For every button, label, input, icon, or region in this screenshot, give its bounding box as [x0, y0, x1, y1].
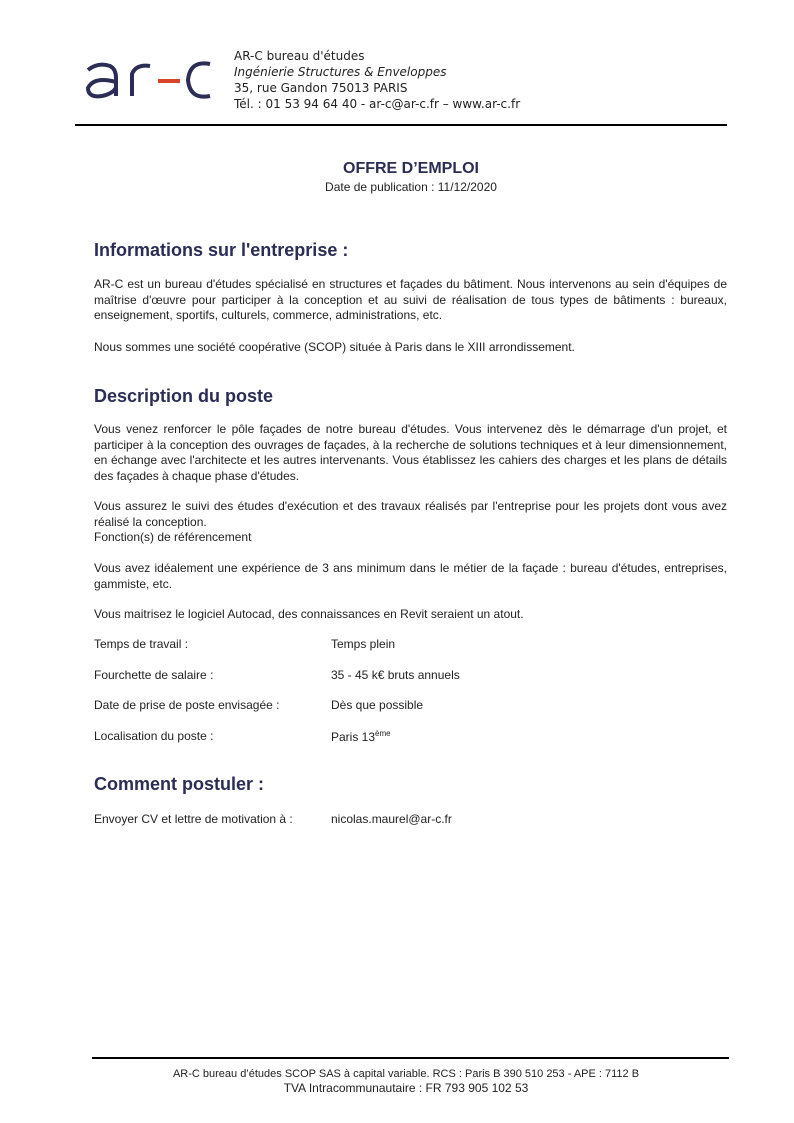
paragraph: Vous venez renforcer le pôle façades de notre bureau d'études. Vous intervenez dès le démarrage d'un projet, et participer à la conception des ouvrages de façades, à la recherche de solutions techniques et à leur dimensionnement, en échange avec l'architecte et les autres intervenants. Vous établissez les cahiers des charges et les plans de détails des façades à chaque phase d'études. [94, 422, 727, 483]
detail-value: Temps plein [331, 637, 396, 651]
location-text: Paris 13 [331, 730, 376, 744]
section-heading-apply: Comment postuler : [94, 774, 265, 794]
detail-value [331, 729, 391, 744]
apply-row [94, 812, 452, 826]
footer-legal: AR-C bureau d’études SCOP SAS à capital variable. RCS : Paris B 390 510 253 - APE : 7112 B [172, 1068, 640, 1080]
apply-email-link[interactable]: nicolas.maurel@ar-c.fr [331, 812, 452, 826]
company-address: 35, rue Gandon 75013 PARIS [234, 81, 408, 95]
footer-divider [92, 1057, 729, 1059]
publication-date: Date de publication : 11/12/2020 [325, 180, 497, 194]
section-heading-company: Informations sur l'entreprise : [94, 240, 349, 260]
detail-row [94, 637, 396, 651]
paragraph: AR-C est un bureau d'études spécialisé en structures et façades du bâtiment. Nous intervenons au sein d'équipes de maîtrise d'œuvre pour participer à la conception et au suivi de réalisation de tous types de bâtiments : bureaux, enseignement, sportifs, culturels, commerce, administrations, etc. [94, 277, 727, 322]
apply-label: Envoyer CV et lettre de motivation à : [94, 812, 293, 826]
detail-value: 35 - 45 k€ bruts annuels [331, 668, 460, 682]
detail-label: Date de prise de poste envisagée : [94, 698, 280, 712]
section-heading-job: Description du poste [94, 386, 274, 406]
ar-c-logo [84, 50, 214, 102]
detail-label: Temps de travail : [94, 637, 189, 651]
company-tagline: Ingénierie Structures & Enveloppes [234, 65, 447, 79]
detail-row [94, 729, 391, 744]
paragraph: Nous sommes une société coopérative (SCOP) située à Paris dans le XIII arrondissement. [94, 340, 575, 354]
footer-vat: TVA Intracommunautaire : FR 793 905 102 53 [283, 1081, 529, 1095]
detail-label: Localisation du poste : [94, 729, 214, 743]
detail-label: Fourchette de salaire : [94, 668, 214, 682]
location-superscript: ème [375, 729, 391, 738]
detail-row [94, 668, 460, 682]
paragraph: Vous maitrisez le logiciel Autocad, des connaissances en Revit seraient un atout. [94, 607, 524, 621]
company-name: AR-C bureau d'études [234, 49, 365, 63]
company-contact: Tél. : 01 53 94 64 40 - ar-c@ar-c.fr – www.ar-c.fr [234, 97, 521, 111]
header-divider [75, 124, 727, 126]
detail-value: Dès que possible [331, 698, 424, 712]
paragraph: Vous avez idéalement une expérience de 3 ans minimum dans le métier de la façade : bureau d'études, entreprises, gammiste, etc. [94, 561, 727, 591]
detail-row [94, 698, 424, 712]
page-title: OFFRE D’EMPLOI [343, 160, 479, 177]
paragraph: Fonction(s) de référencement [94, 530, 252, 544]
paragraph: Vous assurez le suivi des études d'exécution et des travaux réalisés par l'entreprise pour les projets dont vous avez réalisé la conception. [94, 499, 727, 529]
